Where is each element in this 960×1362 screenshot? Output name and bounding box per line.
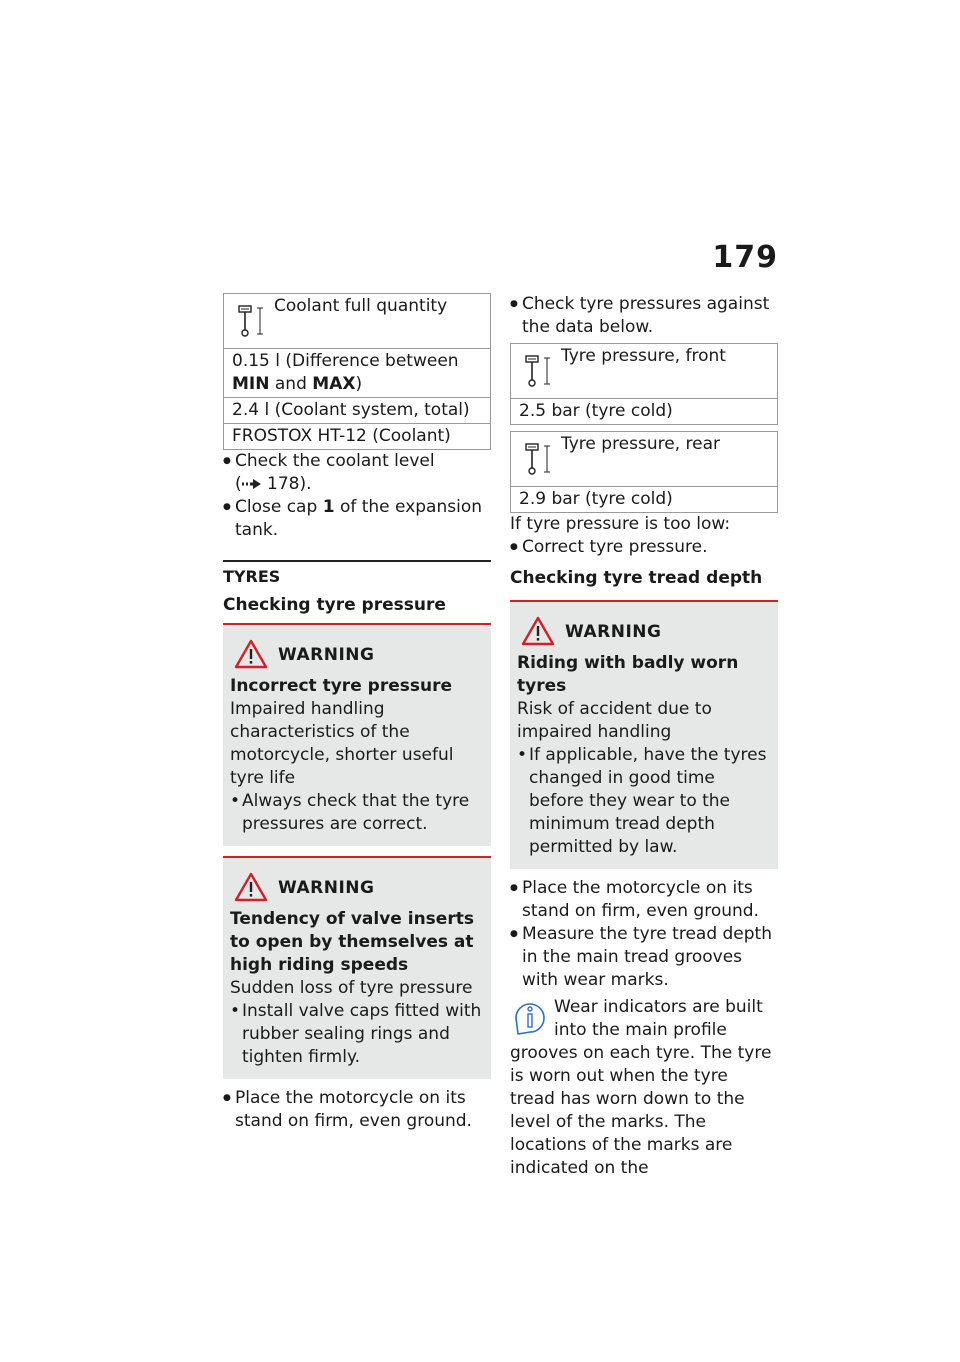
right-column — [510, 293, 778, 1180]
rear-pressure-title: Tyre pressure, rear — [561, 434, 720, 454]
warning-heading: Incorrect tyre pressure — [230, 676, 452, 696]
coolant-spec-row — [224, 349, 491, 398]
rear-pressure-table — [510, 431, 778, 513]
and-text: and — [274, 374, 307, 394]
coolant-diff-text: 0.15 l (Difference between — [232, 351, 459, 371]
front-pressure-title: Tyre pressure, front — [561, 346, 726, 366]
close-paren: ) — [355, 374, 363, 394]
coolant-spec-row: FROSTOX HT-12 (Coolant) — [224, 424, 491, 450]
warning-box — [223, 623, 491, 846]
page-reference-link[interactable]: 178). — [267, 474, 312, 494]
front-pressure-table — [510, 343, 778, 425]
warning-text: Impaired handling characteristics of the motorcycle, shorter useful tyre life — [230, 699, 454, 788]
low-pressure-text: If tyre pressure is too low: — [510, 514, 731, 534]
ref-paren: ( — [235, 474, 242, 494]
note-text: grooves on each tyre. The tyre is worn out when the tyre tread has worn down to the level of the marks. The locations of the marks are indicated on the — [510, 1043, 772, 1178]
warning-text: Sudden loss of tyre pressure — [230, 978, 473, 998]
bullet-text: Close cap — [235, 497, 318, 517]
list-item — [223, 450, 491, 496]
warning-heading: Tendency of valve inserts to open by themselves at high riding speeds — [230, 909, 474, 975]
warning-box — [223, 856, 491, 1079]
warning-triangle-icon — [521, 616, 555, 646]
warning-title: WARNING — [278, 645, 375, 665]
rear-pressure-header — [511, 432, 778, 487]
list-item: ● Measure the tyre tread depth in the main tread grooves with wear marks. — [510, 923, 778, 992]
warning-title: WARNING — [278, 878, 375, 898]
min-label: MIN — [232, 374, 270, 394]
coolant-spec-row: 2.4 l (Coolant system, total) — [224, 398, 491, 424]
left-column — [223, 293, 491, 1133]
bullet-text: of the expansion tank. — [235, 497, 482, 540]
subheading: Checking tyre pressure — [223, 595, 446, 615]
info-icon — [510, 998, 550, 1040]
warning-text: Risk of accident due to impaired handling — [517, 699, 712, 742]
list-item — [223, 496, 491, 542]
list-item: ● Place the motorcycle on its stand on firm, even ground. — [223, 1087, 491, 1133]
front-pressure-value: 2.5 bar (tyre cold) — [511, 399, 778, 425]
coolant-spec-header — [224, 294, 491, 349]
note-text: Wear indicators are built into the main profile — [554, 997, 763, 1040]
info-note — [510, 996, 778, 1180]
coolant-spec-table — [223, 293, 491, 450]
list-item: ● Check tyre pressures against the data below. — [510, 293, 778, 339]
warning-triangle-icon — [234, 639, 268, 669]
section-title: TYRES — [223, 560, 491, 588]
page-reference-arrow-icon — [242, 479, 262, 489]
warning-item: • Install valve caps fitted with rubber sealing rings and tighten firmly. — [230, 1000, 484, 1069]
engine-piston-icon — [523, 354, 553, 388]
warning-box — [510, 600, 778, 869]
warning-item: • If applicable, have the tyres changed in good time before they wear to the minimum tread depth permitted by law. — [517, 744, 771, 859]
coolant-spec-title: Coolant full quantity — [274, 296, 448, 316]
page-number: 179 — [712, 240, 778, 275]
subheading: Checking tyre tread depth — [510, 568, 763, 588]
engine-piston-icon — [236, 304, 266, 338]
list-item: ● Correct tyre pressure. — [510, 536, 778, 559]
warning-heading: Riding with badly worn tyres — [517, 653, 739, 696]
warning-title: WARNING — [565, 622, 662, 642]
engine-piston-icon — [523, 442, 553, 476]
cap-number: 1 — [322, 497, 335, 517]
bullet-text: Check the coolant level — [235, 451, 435, 471]
warning-item: • Always check that the tyre pressures are correct. — [230, 790, 484, 836]
warning-triangle-icon — [234, 872, 268, 902]
rear-pressure-value: 2.9 bar (tyre cold) — [511, 487, 778, 513]
front-pressure-header — [511, 344, 778, 399]
list-item: ● Place the motorcycle on its stand on firm, even ground. — [510, 877, 778, 923]
max-label: MAX — [312, 374, 356, 394]
